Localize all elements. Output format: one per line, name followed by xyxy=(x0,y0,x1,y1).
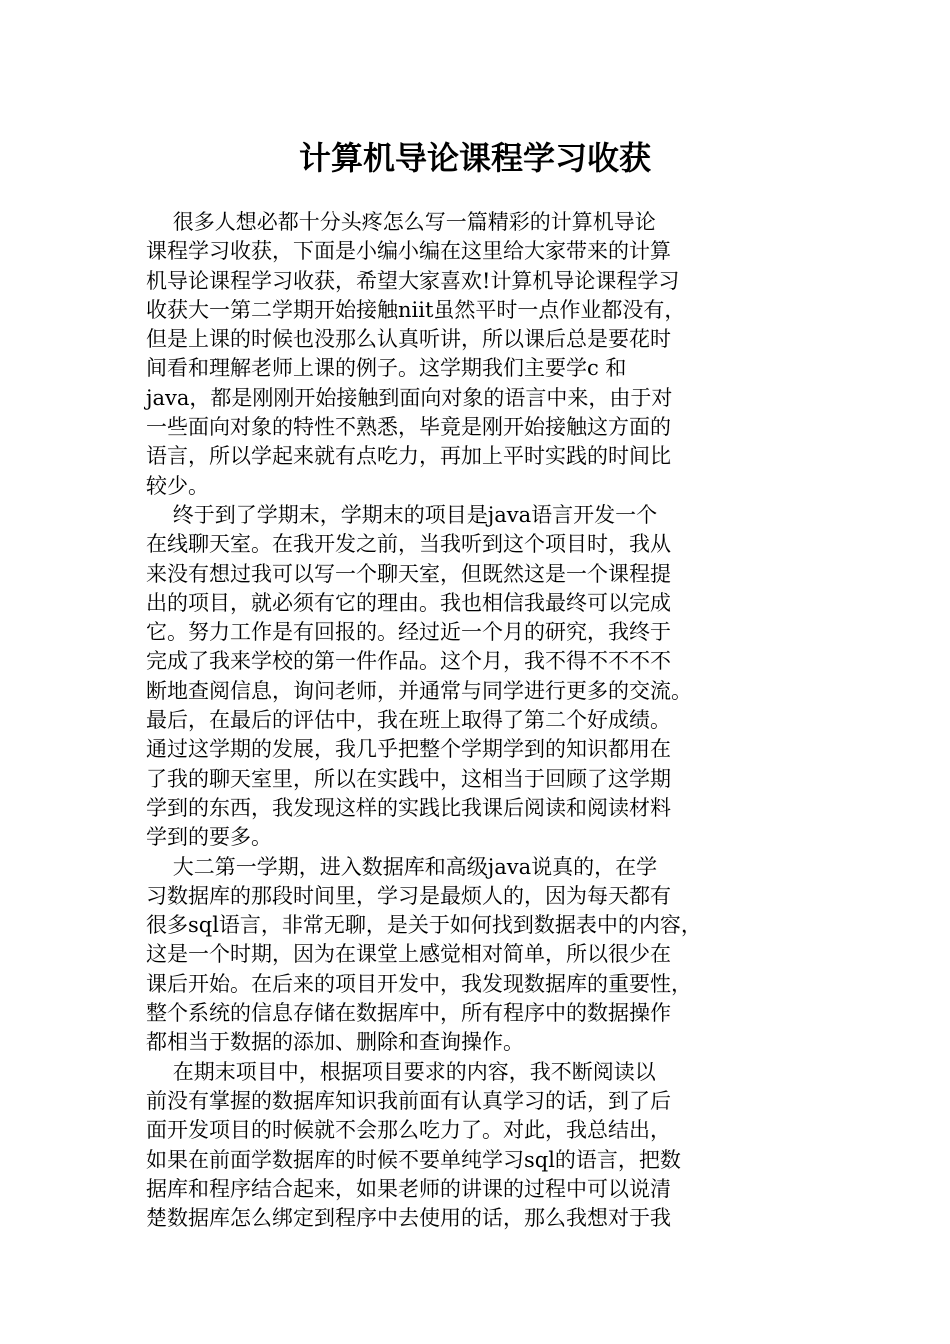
text-line: 课后开始。在后来的项目开发中，我发现数据库的重要性， xyxy=(146,971,692,996)
text-line: 通过这学期的发展，我几乎把整个学期学到的知识都用在 xyxy=(146,737,671,762)
text-line: 但是上课的时候也没那么认真听讲，所以课后总是要花时 xyxy=(146,327,671,352)
text-line: 来没有想过我可以写一个聊天室，但既然这是一个课程提 xyxy=(146,561,671,586)
paragraph xyxy=(146,501,836,853)
document-body xyxy=(146,208,836,1233)
text-line: 出的项目，就必须有它的理由。我也相信我最终可以完成 xyxy=(146,590,671,615)
text-line: 据库和程序结合起来，如果老师的讲课的过程中可以说清 xyxy=(146,1176,671,1201)
text-line: 整个系统的信息存储在数据库中，所有程序中的数据操作 xyxy=(146,1001,671,1026)
paragraph xyxy=(146,1058,836,1234)
text-line: 一些面向对象的特性不熟悉，毕竟是刚开始接触这方面的 xyxy=(146,415,671,440)
text-line: java，都是刚刚开始接触到面向对象的语言中来，由于对 xyxy=(146,385,673,410)
text-line: 在期末项目中，根据项目要求的内容，我不断阅读以 xyxy=(146,1059,656,1084)
text-line: 学到的东西，我发现这样的实践比我课后阅读和阅读材料 xyxy=(146,795,671,820)
text-line: 较少。 xyxy=(146,473,209,498)
text-line: 课程学习收获，下面是小编小编在这里给大家带来的计算 xyxy=(146,239,671,264)
paragraph xyxy=(146,853,836,1058)
text-line: 完成了我来学校的第一件作品。这个月，我不得不不不不 xyxy=(146,649,671,674)
text-line: 它。努力工作是有回报的。经过近一个月的研究，我终于 xyxy=(146,620,671,645)
text-line: 学到的要多。 xyxy=(146,825,272,850)
text-line: 机导论课程学习收获，希望大家喜欢!计算机导论课程学习 xyxy=(146,268,680,293)
paragraph xyxy=(146,208,836,501)
text-line: 很多人想必都十分头疼怎么写一篇精彩的计算机导论 xyxy=(146,210,656,234)
text-line: 在线聊天室。在我开发之前，当我听到这个项目时，我从 xyxy=(146,532,671,557)
text-line: 了我的聊天室里，所以在实践中，这相当于回顾了这学期 xyxy=(146,766,671,791)
text-line: 面开发项目的时候就不会那么吃力了。对此，我总结出， xyxy=(146,1118,671,1143)
text-line: 如果在前面学数据库的时候不要单纯学习sql的语言，把数 xyxy=(146,1147,681,1172)
text-line: 收获大一第二学期开始接触niit虽然平时一点作业都没有， xyxy=(146,297,686,322)
text-line: 断地查阅信息，询问老师，并通常与同学进行更多的交流。 xyxy=(146,678,692,703)
text-line: 间看和理解老师上课的例子。这学期我们主要学c 和 xyxy=(146,356,627,381)
document-title: 计算机导论课程学习收获 xyxy=(298,139,651,177)
text-line: 语言，所以学起来就有点吃力，再加上平时实践的时间比 xyxy=(146,444,671,469)
text-line: 很多sql语言，非常无聊，是关于如何找到数据表中的内容， xyxy=(146,913,702,938)
text-line: 最后，在最后的评估中，我在班上取得了第二个好成绩。 xyxy=(146,708,671,733)
text-line: 大二第一学期，进入数据库和高级java说真的，在学 xyxy=(146,854,658,879)
text-line: 楚数据库怎么绑定到程序中去使用的话，那么我想对于我 xyxy=(146,1206,671,1231)
text-line: 习数据库的那段时间里，学习是最烦人的，因为每天都有 xyxy=(146,883,671,908)
text-line: 都相当于数据的添加、删除和查询操作。 xyxy=(146,1030,524,1055)
text-line: 前没有掌握的数据库知识我前面有认真学习的话，到了后 xyxy=(146,1088,671,1113)
text-line: 这是一个时期，因为在课堂上感觉相对简单，所以很少在 xyxy=(146,942,671,967)
text-line: 终于到了学期末，学期末的项目是java语言开发一个 xyxy=(146,502,658,527)
